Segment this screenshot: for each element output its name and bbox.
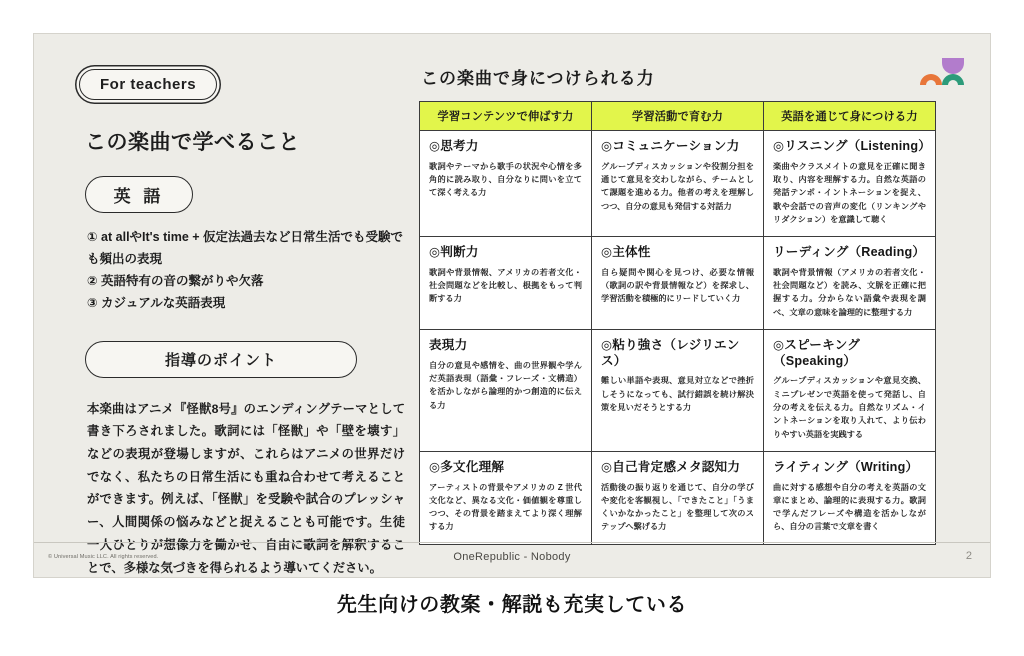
- table-header-cell: 学習コンテンツで伸ばす力: [420, 102, 592, 131]
- table-header-row: [420, 102, 936, 131]
- cell-body: グループディスカッションや役割分担を通じて意見を交わしながら、チームとして課題を進める力。他者の考えを理解しつつ、自分の意見も発信する対話力: [601, 161, 754, 211]
- list-item: ③ カジュアルな英語表現: [87, 295, 226, 310]
- cell-title: ◎多文化理解: [429, 459, 505, 474]
- guidance-pill: [85, 341, 357, 378]
- slide-canvas: [33, 33, 991, 578]
- table-row: [420, 131, 936, 237]
- guidance-pill-label: 指導のポイント: [164, 351, 277, 369]
- copyright-text: © Universal Music LLC. All rights reserved.: [48, 554, 159, 560]
- table-cell: [420, 237, 592, 330]
- subject-pill-label: 英 語: [113, 187, 165, 206]
- table-cell: [592, 451, 764, 544]
- page-number: 2: [965, 550, 972, 562]
- table-cell: [764, 131, 936, 237]
- table-cell: [420, 330, 592, 452]
- cell-body: 楽曲やクラスメイトの意見を正確に聞き取り、内容を理解する力。自然な英語の発話テンポ・イントネーションを捉え、歌や会話での音声の変化（リンキングやリダクション）を意識して聴く: [773, 161, 926, 224]
- cell-title: ◎自己肯定感メタ認知力: [601, 459, 741, 474]
- cell-title: ◎思考力: [429, 139, 479, 153]
- cell-body: 自ら疑問や関心を見つけ、必要な情報（歌詞の訳や背景情報など）を探求し、学習活動を積極的にリードしていく力: [601, 267, 754, 304]
- table-header-cell: 学習活動で育む力: [592, 102, 764, 131]
- cell-title: ◎粘り強さ（レジリエンス）: [601, 338, 740, 368]
- cell-body: 自分の意見や感情を、曲の世界観や学んだ英語表現（語彙・フレーズ・文構造）を活かしながら論理的かつ創造的に伝える力: [429, 360, 582, 410]
- right-column: [419, 64, 949, 545]
- cell-title: リーディング（Reading）: [773, 245, 926, 260]
- song-title: OneRepublic - Nobody: [453, 551, 571, 563]
- cell-body: 活動後の振り返りを通じて、自分の学びや変化を客観視し、「できたこと」「うまくいかなかったこと」を整理して次のステップへ繋げる力: [601, 482, 754, 532]
- guidance-paragraph: 本楽曲はアニメ『怪獣8号』のエンディングテーマとして書き下ろされました。歌詞には「怪獣」や「壁を壊す」などの表現が登場しますが、これらはアニメの世界だけでなく、私たちの日常生活にも重ね合わせて考えることができます。例えば、「怪獣」を受験や試合のプレッシャー、人間関係の悩みなどと捉えることも可能です。生徒一人ひとりが想像力を働かせ、自由に歌詞を解釈することで、多様な気づきを得られるよう導いてください。: [87, 401, 405, 575]
- slide-footer: [34, 542, 990, 577]
- skills-table-title: この楽曲で身につけられる力: [421, 69, 655, 88]
- cell-title: ◎判断力: [429, 245, 479, 260]
- skills-table: [419, 101, 936, 545]
- table-row: [420, 237, 936, 330]
- slide-caption: 先生向けの教案・解説も充実している: [336, 594, 688, 616]
- table-cell: [420, 131, 592, 237]
- cell-title: ライティング（Writing）: [773, 459, 919, 474]
- table-cell: [592, 237, 764, 330]
- for-teachers-badge-label: For teachers: [100, 76, 197, 93]
- cell-body: 歌詞や背景情報（アメリカの若者文化・社会問題など）を読み、文脈を正確に把握する力。分からない語彙や表現を調べ、文章の意味を論理的に整理する力: [773, 267, 926, 317]
- cell-title: ◎主体性: [601, 245, 651, 260]
- cell-title: ◎コミュニケーション力: [601, 139, 740, 153]
- cell-body: アーティストの背景やアメリカの Z 世代文化など、異なる文化・価値観を尊重しつつ、その背景を踏まえてより深く理解する力: [429, 482, 582, 532]
- learn-points-list: [87, 227, 409, 315]
- table-cell: [592, 131, 764, 237]
- cell-body: 歌詞やテーマから歌手の状況や心情を多角的に読み取り、自分なりに問いを立てて深く考える力: [429, 161, 582, 198]
- left-column: [79, 69, 409, 579]
- table-cell: [764, 330, 936, 452]
- cell-body: 難しい単語や表現、意見対立などで挫折しそうになっても、試行錯誤を続け解決策を見いだそうとする力: [601, 376, 754, 413]
- cell-body: 歌詞や背景情報、アメリカの若者文化・社会問題などを比較し、根拠をもって判断する力: [429, 267, 582, 304]
- skills-table-body: [420, 131, 936, 545]
- table-cell: [420, 451, 592, 544]
- brand-logo-icon: [916, 52, 968, 94]
- cell-body: 曲に対する感想や自分の考えを英語の文章にまとめ、論理的に表現する力。歌詞で学んだフレーズや構造を活かしながら、自分の言葉で文章を書く: [773, 482, 926, 532]
- cell-title: 表現力: [429, 338, 468, 352]
- subject-pill: [85, 176, 193, 213]
- cell-title: ◎スピーキング（Speaking）: [773, 338, 861, 368]
- table-row: [420, 451, 936, 544]
- table-row: [420, 330, 936, 452]
- table-header-cell: 英語を通じて身につける力: [764, 102, 936, 131]
- list-item: ① at allやIt's time + 仮定法過去など日常生活でも受験でも頻出の表現: [87, 230, 404, 266]
- cell-title: ◎リスニング（Listening）: [773, 139, 932, 153]
- table-cell: [592, 330, 764, 452]
- for-teachers-badge: [79, 69, 217, 100]
- table-cell: [764, 237, 936, 330]
- list-item: ② 英語特有の音の繋がりや欠落: [87, 273, 264, 288]
- table-cell: [764, 451, 936, 544]
- cell-body: グループディスカッションや意見交換、ミニプレゼンで英語を使って発話し、自分の考えを伝える力。自然なリズム・イントネーションを取り入れて、より伝わりやすい英語を実践する: [773, 376, 926, 439]
- page-title: この楽曲で学べること: [85, 131, 300, 154]
